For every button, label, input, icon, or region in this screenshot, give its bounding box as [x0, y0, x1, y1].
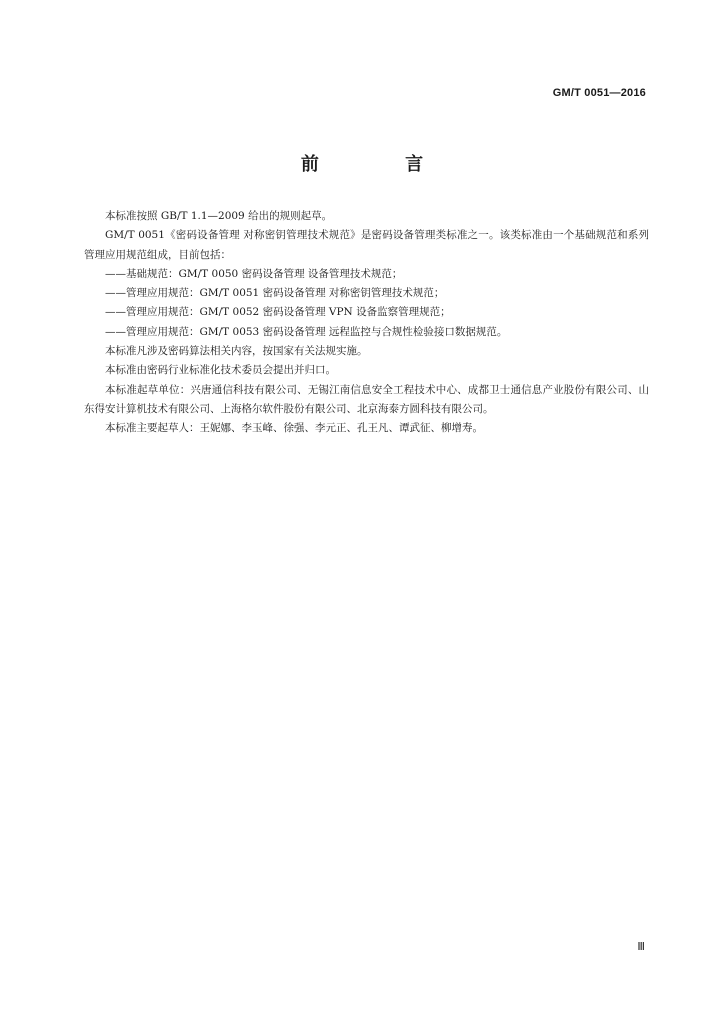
paragraph-series-intro: GM/T 0051《密码设备管理 对称密钥管理技术规范》是密码设备管理类标准之一。该类标准由一个基础规范和系列管理应用规范组成，目前包括： — [84, 229, 649, 261]
page-number: Ⅲ — [637, 941, 645, 953]
paragraph-drafters: 本标准主要起草人：王妮娜、李玉峰、徐强、李元正、孔王凡、谭武征、柳增寿。 — [105, 422, 483, 435]
standard-code: GM/T 0051—2016 — [552, 87, 646, 99]
list-item: ——管理应用规范：GM/T 0052 密码设备管理 VPN 设备监察管理规范； — [105, 306, 451, 319]
page-title: 前 言 — [300, 154, 464, 175]
list-item: ——管理应用规范：GM/T 0053 密码设备管理 远程监控与合规性检验接口数据规范。 — [105, 325, 508, 338]
list-item: ——基础规范：GM/T 0050 密码设备管理 设备管理技术规范； — [105, 267, 403, 280]
paragraph-committee: 本标准由密码行业标准化技术委员会提出并归口。 — [105, 364, 336, 377]
foreword-body — [84, 207, 649, 439]
paragraph-drafting-rules: 本标准按照 GB/T 1.1—2009 给出的规则起草。 — [105, 210, 333, 222]
list-item: ——管理应用规范：GM/T 0051 密码设备管理 对称密钥管理技术规范； — [105, 287, 445, 300]
paragraph-drafting-units: 本标准起草单位：兴唐通信科技有限公司、无锡江南信息安全工程技术中心、成都卫士通信息产业股份有限公司、山东得安计算机技术有限公司、上海格尔软件股份有限公司、北京海泰方圆科技有限公司。 — [84, 383, 649, 415]
paragraph-algorithm-note: 本标准凡涉及密码算法相关内容，按国家有关法规实施。 — [105, 345, 368, 358]
